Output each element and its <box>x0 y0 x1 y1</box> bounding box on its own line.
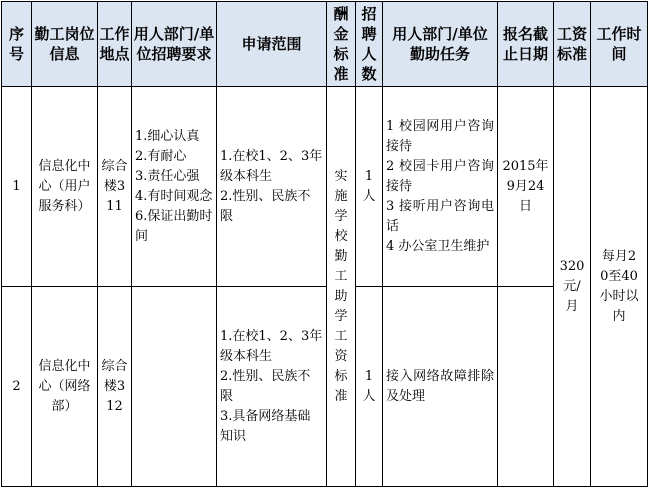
header-tasks-text: 用人部门/单位勤助任务 <box>392 25 488 63</box>
pay-standard-text: 实施学校勤工助学工资标准 <box>334 168 348 404</box>
row2-info: 信息化中心（网络部） <box>32 287 98 487</box>
row2-tasks <box>383 287 498 487</box>
work-time: 每月20至40小时以内 <box>591 87 648 487</box>
row1-headcount <box>356 87 383 287</box>
row1-headcount-text: 1人 <box>362 168 376 204</box>
scope-item: 2.性别、民族不限 <box>220 368 311 404</box>
row2-deadline <box>498 287 554 487</box>
scope-item: 2.性别、民族不限 <box>220 188 311 224</box>
requirement-item: 6.保证出勤时间 <box>135 208 213 244</box>
header-wage: 工资标准 <box>554 2 591 87</box>
task-item: 接入网络故障排除及处理 <box>386 368 494 404</box>
row1-tasks <box>383 87 498 287</box>
row1-deadline: 2015年9月24日 <box>498 87 554 287</box>
scope-list <box>220 327 323 447</box>
task-item: 1 校园网用户咨询接待 <box>386 118 494 154</box>
requirement-item: 1.细心认真 <box>135 128 200 144</box>
pay-standard <box>327 87 356 487</box>
header-work-time: 工作时间 <box>591 2 648 87</box>
scope-item: 3.具备网络基础知识 <box>220 408 311 444</box>
row2-headcount-text: 1人 <box>362 368 376 404</box>
row2-headcount <box>356 287 383 487</box>
header-requirements: 用人部门/单位招聘要求 <box>132 2 217 87</box>
requirement-item: 3.责任心强 <box>135 168 200 184</box>
requirement-item: 4.有时间观念 <box>135 188 213 204</box>
header-seq: 序号 <box>2 2 32 87</box>
header-location: 工作地点 <box>98 2 132 87</box>
task-item: 2 校园卡用户咨询接待 <box>386 158 494 194</box>
header-deadline: 报名截止日期 <box>498 2 554 87</box>
requirement-item: 2.有耐心 <box>135 148 187 164</box>
table-row <box>2 87 648 287</box>
requirements-list <box>135 127 213 247</box>
scope-item: 1.在校1、2、3年级本科生 <box>220 328 323 364</box>
row1-requirements <box>132 87 217 287</box>
row2-scope <box>217 287 327 487</box>
scope-item: 1.在校1、2、3年级本科生 <box>220 148 323 184</box>
scope-list <box>220 147 323 227</box>
tasks-list <box>386 367 494 407</box>
row1-info: 信息化中心（用户服务科） <box>32 87 98 287</box>
table-row <box>2 287 648 487</box>
row1-location: 综合楼311 <box>98 87 132 287</box>
task-item: 4 办公室卫生维护 <box>386 238 490 254</box>
job-table <box>1 1 648 487</box>
row1-seq: 1 <box>2 87 32 287</box>
tasks-list <box>386 117 494 257</box>
header-row <box>2 2 648 87</box>
header-tasks <box>383 2 498 87</box>
row2-location: 综合楼312 <box>98 287 132 487</box>
header-headcount: 招聘人数 <box>356 2 383 87</box>
wage: 320元/月 <box>554 87 591 487</box>
row2-requirements <box>132 287 217 487</box>
header-scope: 申请范围 <box>217 2 327 87</box>
row2-seq: 2 <box>2 287 32 487</box>
task-item: 3 接听用户咨询电话 <box>386 198 494 234</box>
row1-scope <box>217 87 327 287</box>
header-pay-standard: 酬金标准 <box>327 2 356 87</box>
header-info: 勤工岗位信息 <box>32 2 98 87</box>
